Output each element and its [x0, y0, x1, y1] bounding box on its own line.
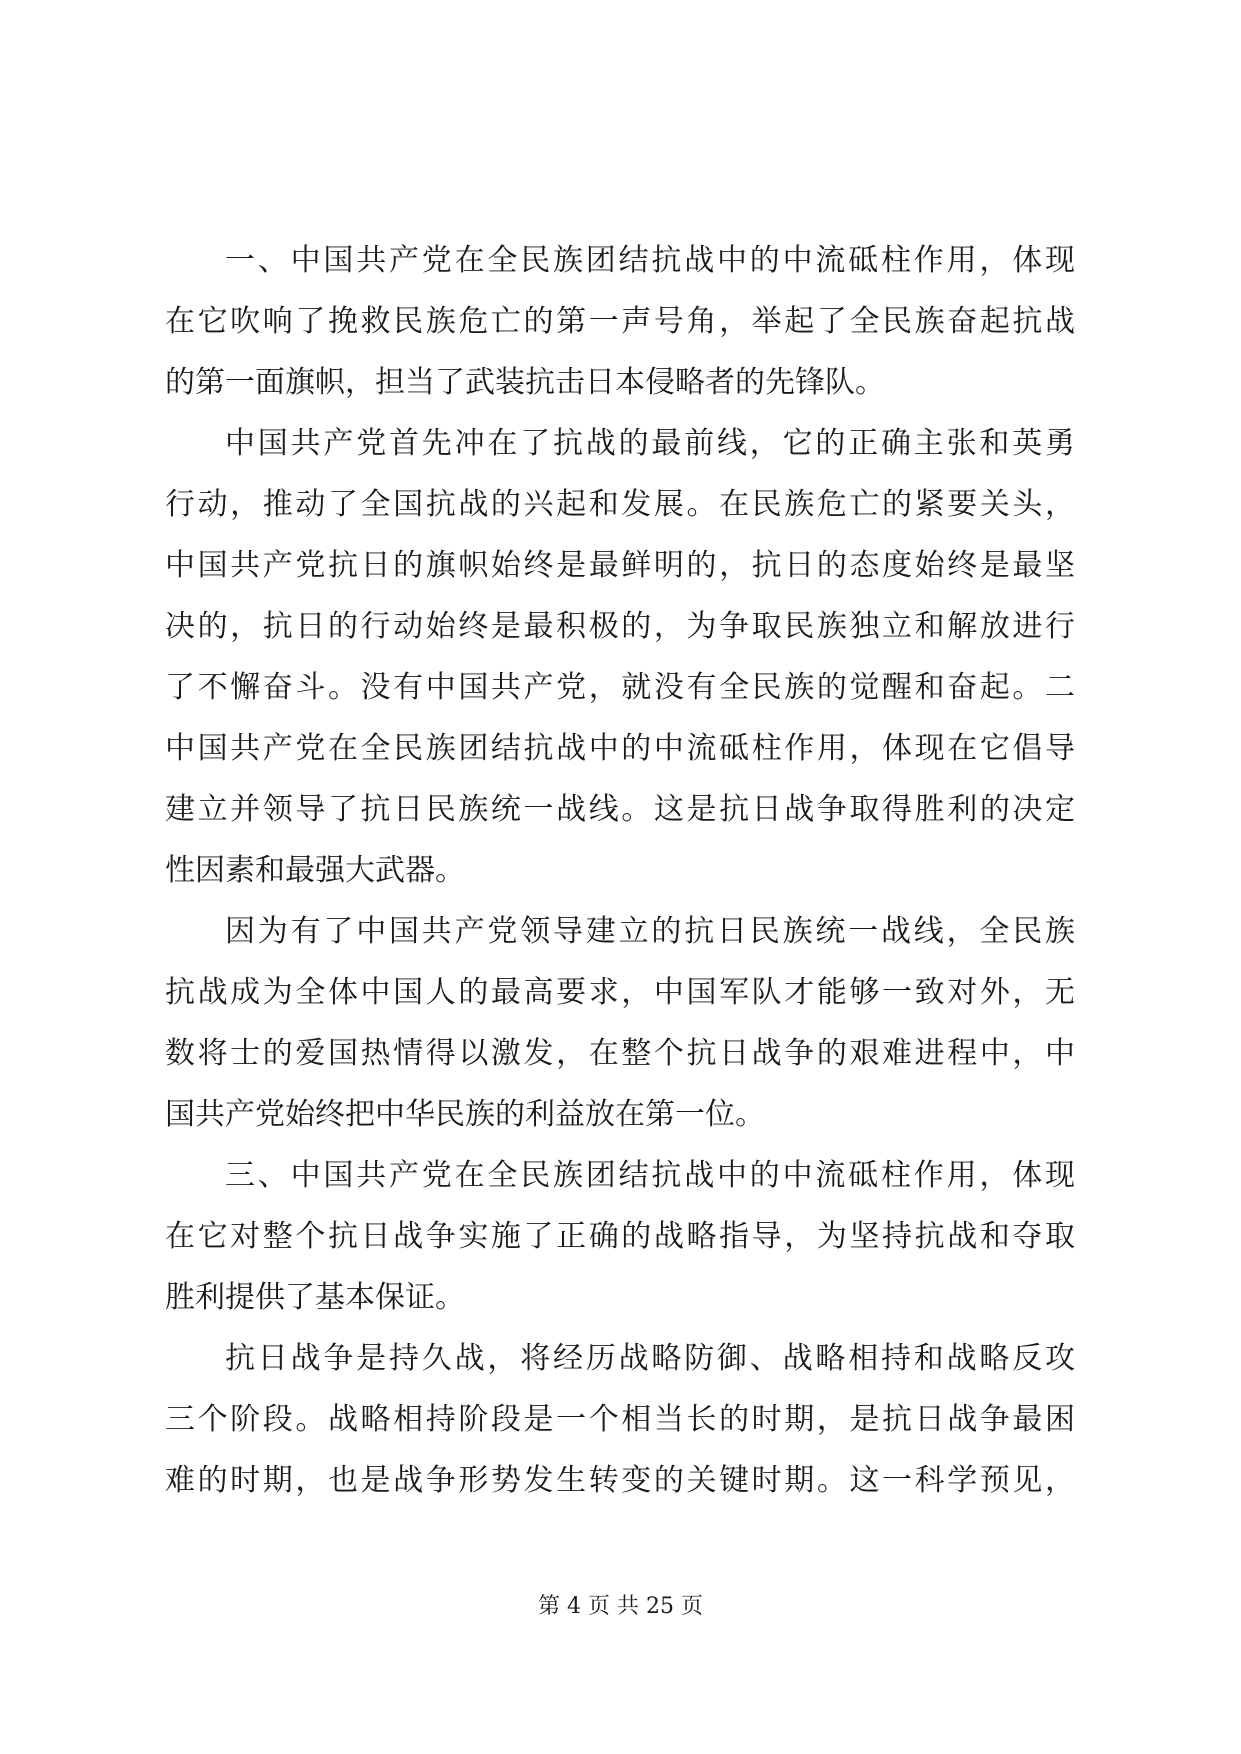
text-line-7: 决的，抗日的行动始终是最积极的，为争取民族独立和解放进行 — [165, 609, 1075, 644]
document-body — [165, 230, 1075, 1511]
text-line-18: 胜利提供了基本保证。 — [165, 1280, 465, 1315]
text-line-9: 中国共产党在全民族团结抗战中的中流砥柱作用，体现在它倡导 — [165, 731, 1075, 766]
text-line-15: 国共产党始终把中华民族的利益放在第一位。 — [165, 1097, 765, 1132]
text-line-8: 了不懈奋斗。没有中国共产党，就没有全民族的觉醒和奋起。二 — [165, 670, 1075, 705]
text-line-11: 性因素和最强大武器。 — [165, 853, 465, 888]
text-line-12: 因为有了中国共产党领导建立的抗日民族统一战线，全民族 — [225, 914, 1075, 949]
text-line-19: 抗日战争是持久战，将经历战略防御、战略相持和战略反攻 — [225, 1341, 1075, 1376]
text-line-3: 的第一面旗帜，担当了武装抗击日本侵略者的先锋队。 — [165, 365, 885, 400]
text-line-17: 在它对整个抗日战争实施了正确的战略指导，为坚持抗战和夺取 — [165, 1219, 1075, 1254]
text-line-16: 三、中国共产党在全民族团结抗战中的中流砥柱作用，体现 — [225, 1158, 1075, 1193]
text-line-10: 建立并领导了抗日民族统一战线。这是抗日战争取得胜利的决定 — [165, 792, 1075, 827]
text-line-6: 中国共产党抗日的旗帜始终是最鲜明的，抗日的态度始终是最坚 — [165, 548, 1075, 583]
text-line-21: 难的时期，也是战争形势发生转变的关键时期。这一科学预见， — [165, 1463, 1075, 1498]
text-line-13: 抗战成为全体中国人的最高要求，中国军队才能够一致对外，无 — [165, 975, 1075, 1010]
text-line-4: 中国共产党首先冲在了抗战的最前线，它的正确主张和英勇 — [225, 426, 1075, 461]
text-line-14: 数将士的爱国热情得以激发，在整个抗日战争的艰难进程中，中 — [165, 1036, 1075, 1071]
text-line-1: 一、中国共产党在全民族团结抗战中的中流砥柱作用，体现 — [225, 243, 1075, 278]
text-line-5: 行动，推动了全国抗战的兴起和发展。在民族危亡的紧要关头， — [165, 487, 1075, 522]
text-line-20: 三个阶段。战略相持阶段是一个相当长的时期，是抗日战争最困 — [165, 1402, 1075, 1437]
page-number-footer: 第 4 页 共 25 页 — [538, 1594, 703, 1619]
text-line-2: 在它吹响了挽救民族危亡的第一声号角，举起了全民族奋起抗战 — [165, 304, 1075, 339]
